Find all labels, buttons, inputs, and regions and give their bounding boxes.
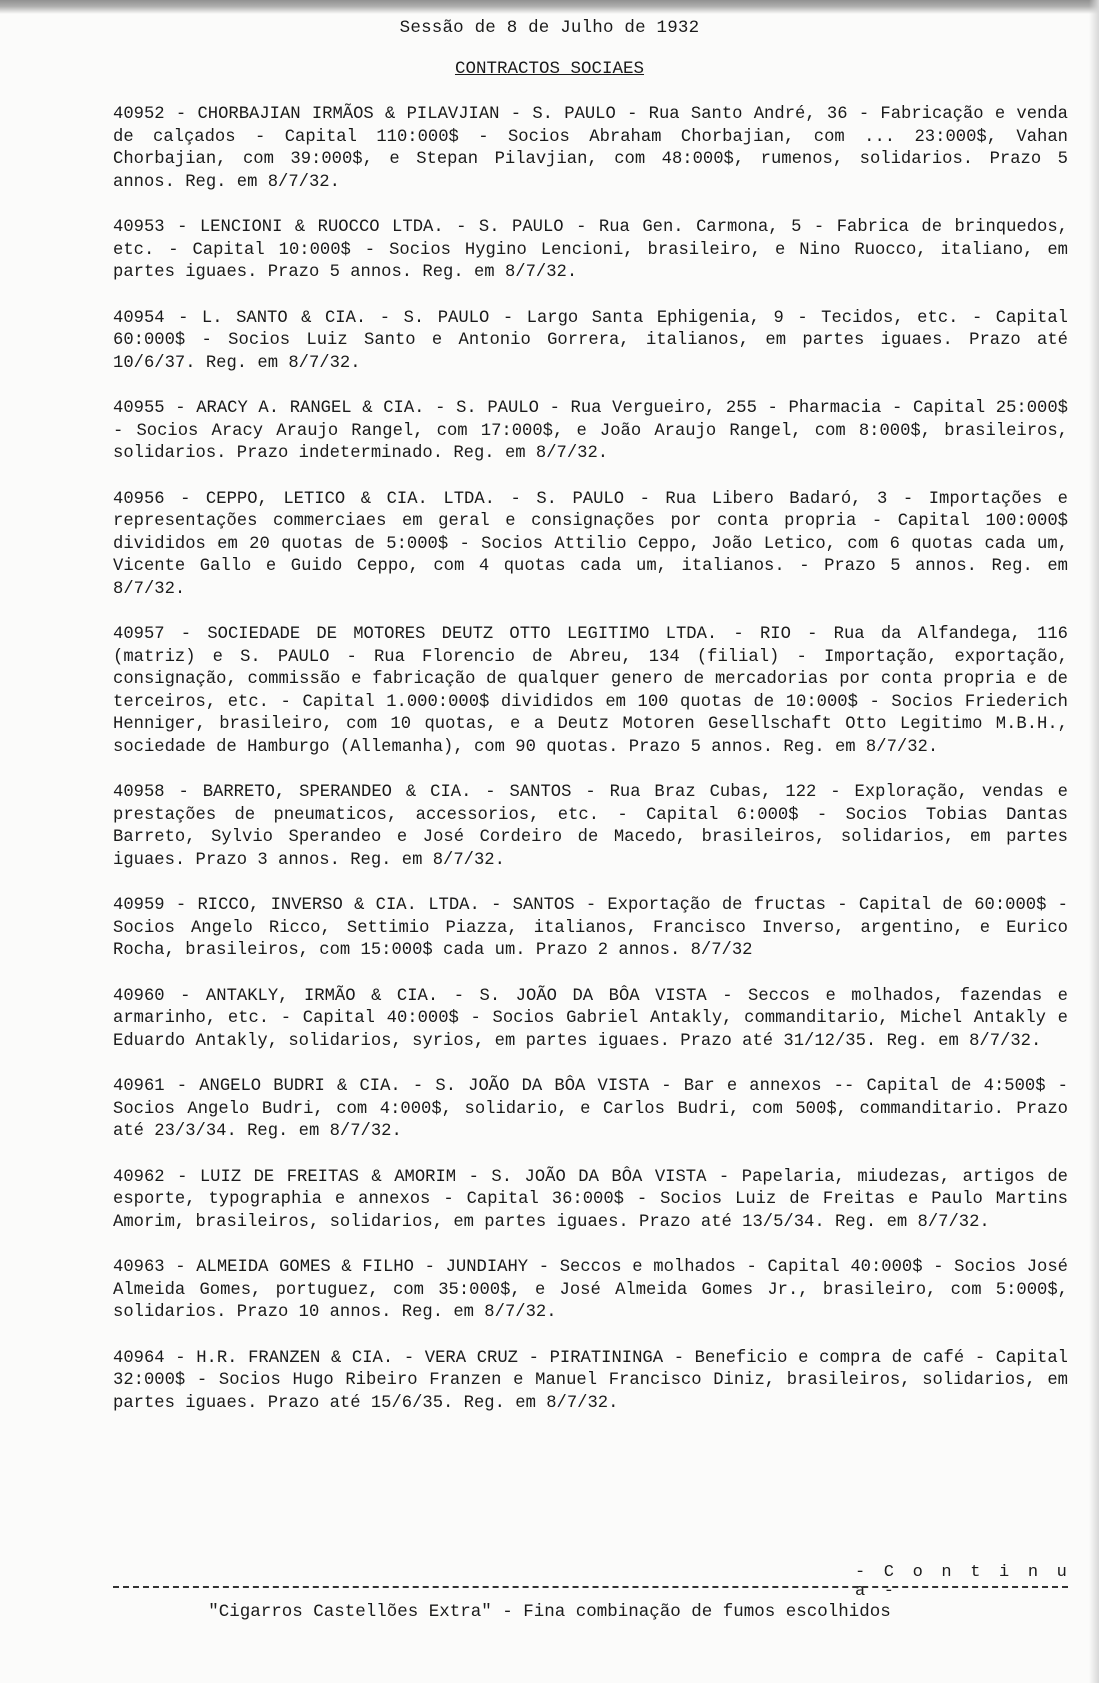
entry-40959: 40959 - RICCO, INVERSO & CIA. LTDA. - SANTOS - Exportação de fructas - Capital de 60:000$ - Socios Angelo Ricco, Settimio Piazza, italianos, Francisco Inverso, argentino, e Eurico Rocha, brasileiros, com 15:000$ cada um. Prazo 2 annos. 8/7/32	[113, 896, 1068, 960]
entry-40956: 40956 - CEPPO, LETICO & CIA. LTDA. - S. PAULO - Rua Libero Badaró, 3 - Importações e representações commerciaes em geral e consignações por conta propria - Capital 100:000$ divididos em 20 quotas de 5:000$ - Socios Attilio Ceppo, João Letico, com 6 quotas cada um, Vicente Gallo e Guido Ceppo, com 4 quotas cada um, italianos. - Prazo 5 annos. Reg. em 8/7/32.	[113, 489, 1068, 599]
entry-40958: 40958 - BARRETO, SPERANDEO & CIA. - SANTOS - Rua Braz Cubas, 122 - Exploração, vendas e prestações de pneumaticos, accessorios, etc. - Capital 6:000$ - Socios Tobias Dantas Barreto, Sylvio Sperandeo e José Cordeiro de Macedo, brasileiros, solidarios, em partes iguaes. Prazo 3 annos. Reg. em 8/7/32.	[113, 783, 1068, 870]
scan-right-edge	[1089, 0, 1099, 1683]
entry-40953: 40953 - LENCIONI & RUOCCO LTDA. - S. PAULO - Rua Gen. Carmona, 5 - Fabrica de brinquedos, etc. - Capital 10:000$ - Socios Hygino Lencioni, brasileiro, e Nino Ruocco, italiano, em partes iguaes. Prazo 5 annos. Reg. em 8/7/32.	[113, 218, 1068, 282]
entry-40954: 40954 - L. SANTO & CIA. - S. PAULO - Largo Santa Ephigenia, 9 - Tecidos, etc. - Capital 60:000$ - Socios Luiz Santo e Antonio Gorrera, italianos, em partes iguaes. Prazo até 10/6/37. Reg. em 8/7/32.	[113, 308, 1068, 373]
entry-40955: 40955 - ARACY A. RANGEL & CIA. - S. PAULO - Rua Vergueiro, 255 - Pharmacia - Capital 25:000$ - Socios Aracy Araujo Rangel, com 17:000$, e João Araujo Rangel, com 8:000$, brasileiros, solidarios. Prazo indeterminado. Reg. em 8/7/32.	[113, 399, 1068, 463]
continua-label: - C o n t i n u a -	[855, 1563, 1072, 1601]
entry-40964: 40964 - H.R. FRANZEN & CIA. - VERA CRUZ - PIRATININGA - Beneficio e compra de café - Capital 32:000$ - Socios Hugo Ribeiro Franzen e Manuel Francisco Diniz, brasileiros, solidarios, em partes iguaes. Prazo até 15/6/35. Reg. em 8/7/32.	[113, 1348, 1068, 1413]
entry-40960: 40960 - ANTAKLY, IRMÃO & CIA. - S. JOÃO DA BÔA VISTA - Seccos e molhados, fazendas e armarinho, etc. - Capital 40:000$ - Socios Gabriel Antakly, commanditario, Michel Antakly e Eduardo Antakly, solidarios, syrios, em partes iguaes. Prazo até 31/12/35. Reg. em 8/7/32.	[113, 986, 1068, 1051]
entry-40963: 40963 - ALMEIDA GOMES & FILHO - JUNDIAHY - Seccos e molhados - Capital 40:000$ - Socios José Almeida Gomes, portuguez, com 35:000$, e José Almeida Gomes Jr., brasileiro, com 5:000$, solidarios. Prazo 10 annos. Reg. em 8/7/32.	[113, 1258, 1068, 1322]
footer-advertisement: "Cigarros Castellões Extra" - Fina combinação de fumos escolhidos	[208, 1602, 891, 1622]
entry-40961: 40961 - ANGELO BUDRI & CIA. - S. JOÃO DA BÔA VISTA - Bar e annexos -- Capital de 4:500$ - Socios Angelo Budri, com 4:000$, solidario, e Carlos Budri, com 500$, commanditario. Prazo até 23/3/34. Reg. em 8/7/32.	[113, 1077, 1068, 1141]
session-heading: Sessão de 8 de Julho de 1932	[399, 18, 700, 38]
entry-40952: 40952 - CHORBAJIAN IRMÃOS & PILAVJIAN - S. PAULO - Rua Santo André, 36 - Fabricação e venda de calçados - Capital 110:000$ - Socios Abraham Chorbajian, com ... 23:000$, Vahan Chorbajian, com 39:000$, e Stepan Pilavjian, com 48:000$, rumenos, solidarios. Prazo 5 annos. Reg. em 8/7/32.	[113, 105, 1068, 192]
section-title: CONTRACTOS SOCIAES	[454, 59, 645, 79]
footer-divider	[113, 1586, 1068, 1588]
entry-40957: 40957 - SOCIEDADE DE MOTORES DEUTZ OTTO LEGITIMO LTDA. - RIO - Rua da Alfandega, 116 (matriz) e S. PAULO - Rua Florencio de Abreu, 134 (filial) - Importação, exportação, consignação, commissão e fabricação de qualquer genero de mercadorias por conta propria e de terceiros, etc. - Capital 1.000:000$ divididos em 100 quotas de 10:000$ - Socios Friederich Henniger, brasileiro, com 10 quotas, e a Deutz Motoren Gesellschaft Otto Legitimo M.B.H., sociedade de Hamburgo (Allemanha), com 90 quotas. Prazo 5 annos. Reg. em 8/7/32.	[113, 625, 1068, 757]
entries-list	[113, 104, 1068, 1438]
scan-top-edge	[0, 0, 1099, 14]
entry-40962: 40962 - LUIZ DE FREITAS & AMORIM - S. JOÃO DA BÔA VISTA - Papelaria, miudezas, artigos de esporte, typographia e annexos - Capital 36:000$ - Socios Luiz de Freitas e Paulo Martins Amorim, brasileiros, solidarios, em partes iguaes. Prazo até 13/5/34. Reg. em 8/7/32.	[113, 1167, 1068, 1232]
